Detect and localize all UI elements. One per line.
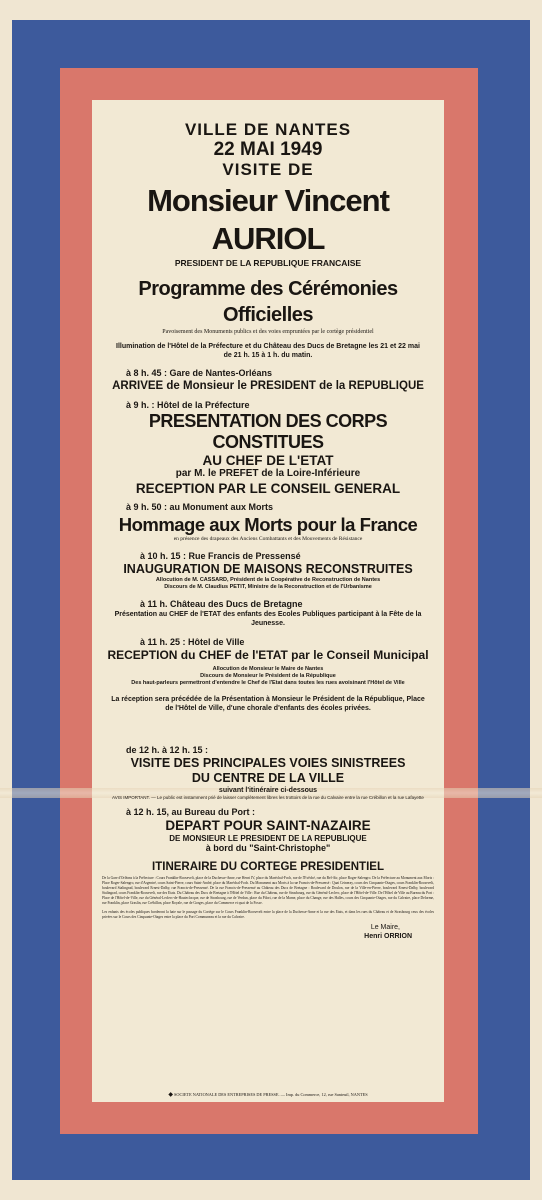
president-name: Monsieur Vincent AURIOL bbox=[147, 183, 389, 256]
event-title-8: DEPART POUR SAINT-NAZAIRE bbox=[165, 818, 371, 833]
itinerary-title: ITINERAIRE DU CORTEGE PRESIDENTIEL bbox=[152, 861, 384, 873]
imprint-text: SOCIETE NATIONALE DES ENTREPRISES DE PRESSE. — Imp. du Commerce, 12, rue Santeuil, NANTES bbox=[174, 1092, 368, 1097]
date-heading: 22 MAI 1949 bbox=[213, 139, 323, 160]
event-time-7: de 12 h. à 12 h. 15 : bbox=[126, 745, 209, 755]
event-sub-2a: AU CHEF DE L'ETAT bbox=[202, 453, 334, 468]
itinerary-note: Les enfants des écoles publiques borderont la haie sur le passage du Cortège sur le Cours Franklin-Roosevelt entre la place de la Duchesse-Anne et la rue des Etats, et dans les rues du Château et de Strasbourg ceux des écoles privées sur le Cours des Cinquante-Otages entre la place du Port Communeau et la rue du Calvaire. bbox=[102, 909, 434, 919]
event-sub-2c: RECEPTION PAR LE CONSEIL GENERAL bbox=[135, 481, 401, 496]
illumination-text: Illumination de l'Hôtel de la Préfecture et du Château des Ducs de Bretagne les 21 et 22 mai de 21 h. 15 à 1 h. du matin. bbox=[116, 343, 420, 359]
city-heading: VILLE DE NANTES bbox=[184, 120, 352, 139]
event-sub-2b: par M. le PREFET de la Loire-Inférieure bbox=[175, 468, 361, 479]
event-line-6c: Des haut-parleurs permettront d'entendre le Chef de l'Etat dans toutes les rues avoisinant l'Hôtel de Ville bbox=[131, 680, 405, 686]
event-time-6: à 11 h. 25 : Hôtel de Ville bbox=[140, 637, 245, 647]
maire-title: Le Maire, bbox=[370, 923, 400, 931]
event-time-2: à 9 h. : Hôtel de la Préfecture bbox=[126, 400, 250, 410]
event-line-4a: Allocution de M. CASSARD, Président de la Coopérative de Reconstruction de Nantes bbox=[155, 577, 381, 583]
poster-content bbox=[96, 112, 440, 941]
visit-heading: VISITE DE bbox=[222, 160, 314, 179]
event-time-5: à 11 h. Château des Ducs de Bretagne bbox=[140, 599, 303, 609]
maire-name: Henri ORRION bbox=[364, 932, 412, 940]
event-time-3: à 9 h. 50 : au Monument aux Morts bbox=[126, 502, 274, 512]
event-title-2: PRESENTATION DES CORPS CONSTITUES bbox=[148, 411, 388, 452]
imprint bbox=[96, 1092, 440, 1098]
event-title-1: ARRIVEE de Monsieur le PRESIDENT de la REPUBLIQUE bbox=[112, 380, 424, 392]
event-title-4: INAUGURATION DE MAISONS RECONSTRUITES bbox=[123, 562, 413, 576]
pavoisement-text: Pavoisement des Monuments publics et des voies empruntées par le cortège présidentiel bbox=[162, 329, 374, 335]
event-line-6b: Discours de Monsieur le Président de la République bbox=[200, 673, 336, 679]
event-note-6: La réception sera précédée de la Présentation à Monsieur le Président de la République, Place de l'Hôtel de Ville, d'une chorale d'enfants des écoles privées. bbox=[111, 696, 425, 712]
itinerary-text: De la Gare d'Orléans à la Préfecture : Cours Franklin-Roosevelt, place de la Duchesse-Anne, rue Henri IV, place du Maréchal-Foch, rue de l'Evêché, rue du Bel-Air, place Roger-Salengro. De la Préfecture au Monument aux Morts : Place Roger-Salengro, rue d'Argentré, cours Saint-Pierre, cours Saint-André, place du Maréchal-Foch. Du Monument aux Morts à la rue Francis-de-Pressensé : Quai Ceineray, cours des Cinquante-Otages, cours Franklin-Roosevelt, boulevard Stalingrad, boulevard Ernest-Dalby, rue Francis-de-Pressensé. De la rue Francis-de-Pressensé au Château des Ducs de Bretagne : Boulevard de Doulon, rue de la Ville-en-Pierre, boulevard Ernest-Dalby, boulevard Stalingrad, cours Franklin-Roosevelt, rue des Etats. Du Château des Ducs de Bretagne à l'Hôtel de Ville : Rue du Château, rue de Strasbourg, rue du Général-Leclerc, place de l'Hôtel-de-Ville. De l'Hôtel de Ville au Bureau du Port : Place de l'Hôtel-de-Ville, rue du Général-Leclerc-de-Hauteclocque, rue de Strasbourg, rue de Verdun, place du Pilori, rue de la Marne, place du Change, rue des Halles, cours des Cinquante-Otages, rue du Calvaire, place Delorme, rue Franklin, place Graslin, rue Crébillon, place Royale, rue de Gorges, place du Commerce et quai de la Fosse. bbox=[102, 876, 435, 906]
programme-title: Programme des Cérémonies Officielles bbox=[138, 278, 398, 326]
avis-important: AVIS IMPORTANT. — Le public est instamment prié de laisser complètement libres les trottoirs de la rue du Calvaire entre la rue Crébillon et la rue Lafayette bbox=[112, 795, 424, 800]
imprint-icon: ◆ bbox=[168, 1092, 173, 1098]
event-title-3: Hommage aux Morts pour la France bbox=[118, 514, 418, 535]
event-line-4b: Discours de M. Claudius PETIT, Ministre de la Reconstruction et de l'Urbanisme bbox=[164, 584, 372, 590]
event-title-6: RECEPTION du CHEF de l'ETAT par le Conseil Municipal bbox=[107, 648, 429, 662]
event-sub-8b: à bord du "Saint-Christophe" bbox=[205, 843, 331, 853]
event-sub-7: suivant l'itinéraire ci-dessous bbox=[218, 787, 318, 794]
event-text-5: Présentation au CHEF de l'ETAT des enfants des Ecoles Publiques participant à la Fête de la Jeunesse. bbox=[114, 611, 422, 627]
president-role: PRESIDENT DE LA REPUBLIQUE FRANCAISE bbox=[174, 258, 362, 268]
event-title-7b: DU CENTRE DE LA VILLE bbox=[191, 771, 345, 785]
event-note-3: en présence des drapeaux des Anciens Combattants et des Mouvements de Résistance bbox=[173, 536, 363, 542]
event-time-1: à 8 h. 45 : Gare de Nantes-Orléans bbox=[126, 368, 273, 378]
event-title-7a: VISITE DES PRINCIPALES VOIES SINISTREES bbox=[130, 756, 406, 770]
event-time-8: à 12 h. 15, au Bureau du Port : bbox=[126, 807, 256, 817]
event-time-4: à 10 h. 15 : Rue Francis de Pressensé bbox=[140, 551, 301, 561]
event-sub-8a: DE MONSIEUR LE PRESIDENT DE LA REPUBLIQUE bbox=[169, 834, 367, 843]
event-line-6a: Allocution de Monsieur le Maire de Nantes bbox=[212, 666, 324, 672]
